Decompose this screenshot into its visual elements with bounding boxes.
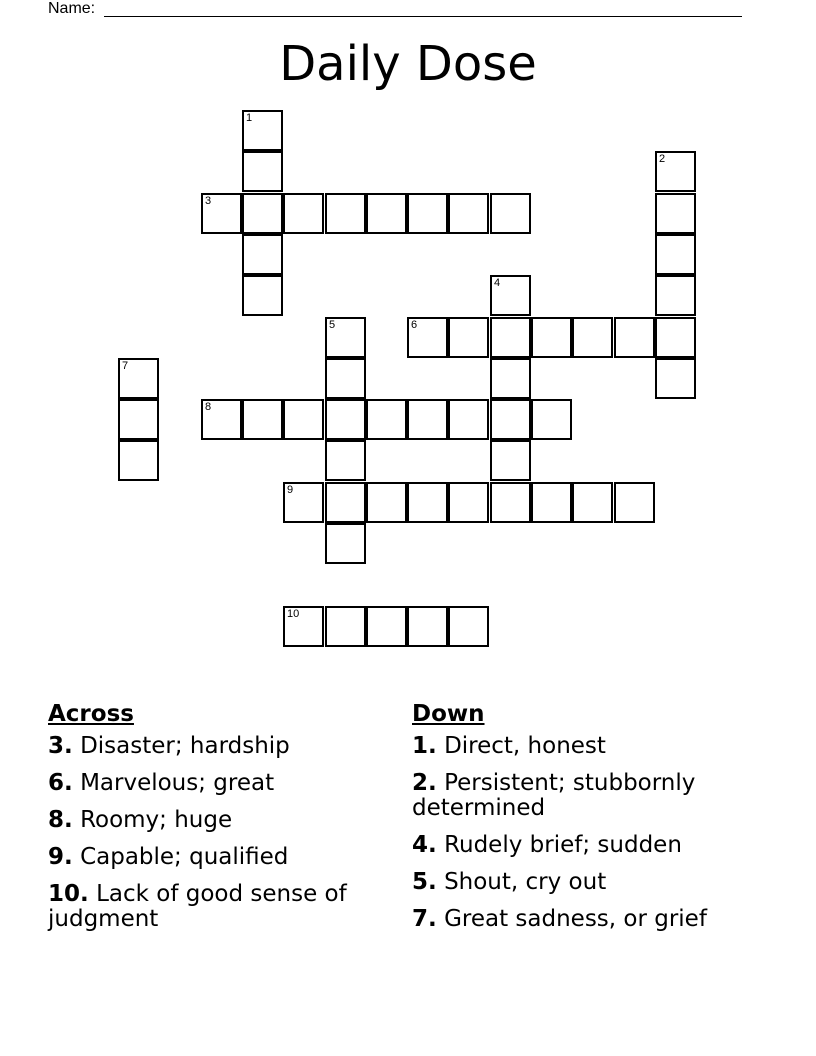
clue-text: Rudely brief; sudden bbox=[444, 832, 682, 858]
clue-text: Capable; qualified bbox=[80, 844, 289, 870]
grid-cell[interactable] bbox=[366, 482, 407, 523]
cell-number: 3 bbox=[205, 195, 212, 207]
across-clue bbox=[48, 734, 388, 759]
grid-cell[interactable] bbox=[118, 399, 159, 440]
grid-cell[interactable] bbox=[201, 193, 242, 234]
grid-cell[interactable] bbox=[366, 606, 407, 647]
cell-number: 9 bbox=[287, 484, 294, 496]
grid-cell[interactable] bbox=[325, 606, 366, 647]
grid-cell[interactable] bbox=[283, 399, 324, 440]
clue-number: 9. bbox=[48, 844, 73, 870]
across-clue bbox=[48, 845, 388, 870]
grid-cell[interactable] bbox=[407, 606, 448, 647]
clue-number: 10. bbox=[48, 881, 89, 907]
down-heading: Down bbox=[412, 701, 485, 727]
grid-cell[interactable] bbox=[325, 399, 366, 440]
grid-cell[interactable] bbox=[325, 317, 366, 358]
grid-cell[interactable] bbox=[325, 482, 366, 523]
grid-cell[interactable] bbox=[242, 110, 283, 151]
clue-text: Great sadness, or grief bbox=[444, 906, 707, 932]
grid-cell[interactable] bbox=[614, 482, 655, 523]
grid-cell[interactable] bbox=[448, 482, 489, 523]
cell-number: 10 bbox=[287, 608, 300, 620]
down-clue bbox=[412, 870, 752, 895]
clue-number: 8. bbox=[48, 807, 73, 833]
clue-number: 6. bbox=[48, 770, 73, 796]
grid-cell[interactable] bbox=[490, 358, 531, 399]
clue-text: Persistent; stubbornly determined bbox=[412, 770, 696, 821]
grid-cell[interactable] bbox=[490, 440, 531, 481]
cell-number: 1 bbox=[246, 112, 253, 124]
grid-cell[interactable] bbox=[490, 317, 531, 358]
down-clue bbox=[412, 734, 752, 759]
clue-number: 3. bbox=[48, 733, 73, 759]
grid-cell[interactable] bbox=[572, 317, 613, 358]
grid-cell[interactable] bbox=[366, 193, 407, 234]
down-clue bbox=[412, 907, 752, 932]
down-clue bbox=[412, 833, 752, 858]
across-heading: Across bbox=[48, 701, 134, 727]
grid-cell[interactable] bbox=[283, 482, 324, 523]
cell-number: 4 bbox=[494, 277, 501, 289]
clue-number: 4. bbox=[412, 832, 437, 858]
clue-text: Lack of good sense of judgment bbox=[48, 881, 347, 932]
grid-cell[interactable] bbox=[242, 234, 283, 275]
cell-number: 5 bbox=[329, 319, 336, 331]
cell-number: 2 bbox=[659, 153, 666, 165]
grid-cell[interactable] bbox=[531, 482, 572, 523]
clue-text: Shout, cry out bbox=[444, 869, 607, 895]
across-clue bbox=[48, 808, 388, 833]
grid-cell[interactable] bbox=[118, 358, 159, 399]
grid-cell[interactable] bbox=[242, 399, 283, 440]
cell-number: 8 bbox=[205, 401, 212, 413]
grid-cell[interactable] bbox=[283, 193, 324, 234]
grid-cell[interactable] bbox=[407, 399, 448, 440]
grid-cell[interactable] bbox=[242, 151, 283, 192]
grid-cell[interactable] bbox=[655, 275, 696, 316]
grid-cell[interactable] bbox=[655, 193, 696, 234]
grid-cell[interactable] bbox=[325, 358, 366, 399]
clue-text: Disaster; hardship bbox=[80, 733, 290, 759]
down-clue bbox=[412, 771, 752, 821]
grid-cell[interactable] bbox=[490, 193, 531, 234]
grid-cell[interactable] bbox=[118, 440, 159, 481]
page-title: Daily Dose bbox=[279, 36, 537, 92]
cell-number: 6 bbox=[411, 319, 418, 331]
clue-number: 1. bbox=[412, 733, 437, 759]
clue-number: 7. bbox=[412, 906, 437, 932]
grid-cell[interactable] bbox=[407, 193, 448, 234]
across-clue bbox=[48, 771, 388, 796]
grid-cell[interactable] bbox=[283, 606, 324, 647]
name-label: Name: bbox=[48, 0, 96, 17]
grid-cell[interactable] bbox=[614, 317, 655, 358]
grid-cell[interactable] bbox=[448, 193, 489, 234]
grid-cell[interactable] bbox=[325, 440, 366, 481]
across-clue bbox=[48, 882, 388, 932]
grid-cell[interactable] bbox=[572, 482, 613, 523]
clue-text: Marvelous; great bbox=[80, 770, 275, 796]
clue-text: Roomy; huge bbox=[80, 807, 233, 833]
clue-number: 5. bbox=[412, 869, 437, 895]
grid-cell[interactable] bbox=[531, 317, 572, 358]
grid-cell[interactable] bbox=[201, 399, 242, 440]
grid-cell[interactable] bbox=[407, 482, 448, 523]
grid-cell[interactable] bbox=[490, 275, 531, 316]
grid-cell[interactable] bbox=[242, 193, 283, 234]
cell-number: 7 bbox=[122, 360, 129, 372]
across-clues bbox=[48, 702, 388, 944]
grid-cell[interactable] bbox=[655, 358, 696, 399]
grid-cell[interactable] bbox=[407, 317, 448, 358]
clue-text: Direct, honest bbox=[444, 733, 606, 759]
grid-cell[interactable] bbox=[531, 399, 572, 440]
grid-cell[interactable] bbox=[490, 482, 531, 523]
grid-cell[interactable] bbox=[448, 317, 489, 358]
grid-cell[interactable] bbox=[448, 399, 489, 440]
grid-cell[interactable] bbox=[366, 399, 407, 440]
grid-cell[interactable] bbox=[655, 317, 696, 358]
grid-cell[interactable] bbox=[325, 193, 366, 234]
grid-cell[interactable] bbox=[448, 606, 489, 647]
grid-cell[interactable] bbox=[242, 275, 283, 316]
grid-cell[interactable] bbox=[490, 399, 531, 440]
grid-cell[interactable] bbox=[655, 151, 696, 192]
grid-cell[interactable] bbox=[325, 523, 366, 564]
down-clues bbox=[412, 702, 752, 944]
grid-cell[interactable] bbox=[655, 234, 696, 275]
clue-number: 2. bbox=[412, 770, 437, 796]
